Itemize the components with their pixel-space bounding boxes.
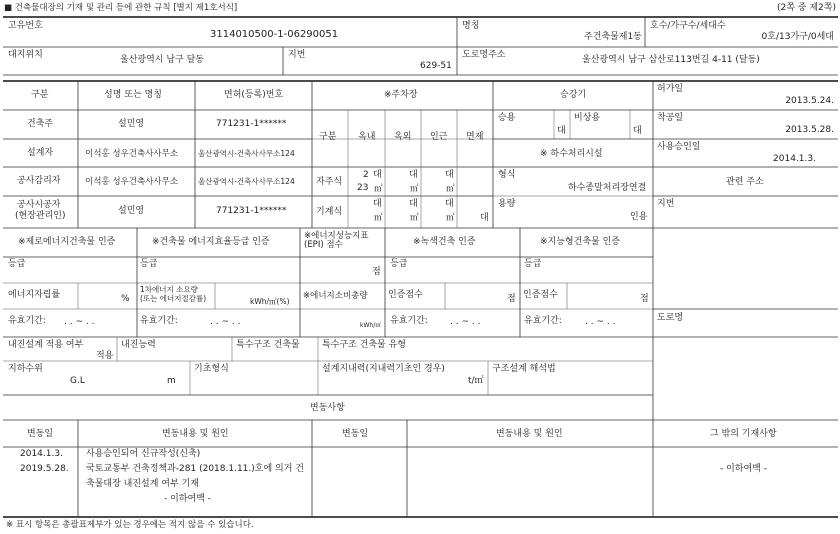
elevator-unit: 대 bbox=[633, 126, 642, 136]
contractor-role: 공사시공자 bbox=[17, 200, 61, 210]
foundation-label: 기초형식 bbox=[194, 364, 229, 374]
approval-date-label: 사용승인일 bbox=[657, 142, 701, 152]
units-value: 0호/13가구/0세대 bbox=[761, 32, 834, 42]
supervisor-license: 울산광역시-건축사사무소124 bbox=[198, 177, 295, 186]
unit-dae: 대 bbox=[445, 170, 454, 180]
epi-score-unit: 점 bbox=[372, 267, 381, 277]
smart-validity-label: 유효기간: bbox=[524, 316, 562, 326]
parking-outdoor-header: 옥외 bbox=[394, 132, 412, 142]
permit-date-label: 허가일 bbox=[657, 84, 684, 94]
parking-title: ※주차장 bbox=[384, 90, 418, 100]
site-value: 울산광역시 남구 달동 bbox=[120, 55, 204, 65]
units-label: 호수/가구수/세대수 bbox=[650, 21, 726, 31]
other-notes-header: 그 밖의 기재사항 bbox=[710, 429, 777, 439]
unit-m2: ㎡ bbox=[410, 213, 419, 223]
elevator-unit: 대 bbox=[557, 126, 566, 136]
changes-title: 변동사항 bbox=[310, 403, 345, 413]
sewage-type-label: 형식 bbox=[498, 170, 516, 180]
change-date-header: 변동일 bbox=[27, 429, 54, 439]
green-score-unit: 점 bbox=[507, 294, 516, 304]
elevator-title: 승강기 bbox=[560, 90, 587, 100]
seismic-capacity-label: 내진능력 bbox=[121, 340, 156, 350]
unit-dae: 대 bbox=[409, 199, 418, 209]
designer-role: 설계자 bbox=[27, 148, 54, 158]
owner-license: 771231-1****** bbox=[216, 119, 287, 129]
unit-m2: ㎡ bbox=[374, 213, 383, 223]
green-validity-range: . . ~ . . bbox=[450, 317, 481, 327]
primary-energy-label: 1차에너지 소요량 bbox=[140, 285, 198, 294]
owner-role: 건축주 bbox=[27, 119, 54, 129]
efficiency-title: ※건축물 에너지효율등급 인증 bbox=[152, 237, 270, 247]
sewage-capacity-unit: 인용 bbox=[630, 212, 648, 222]
change-line-4: - 이하여백 - bbox=[164, 494, 211, 504]
approval-date-value: 2014.1.3. bbox=[773, 154, 816, 164]
unit-m2: ㎡ bbox=[446, 213, 455, 223]
elevator-passenger: 승용 bbox=[498, 113, 516, 123]
seismic-applied-value: 적용 bbox=[96, 351, 114, 361]
site-label: 대지위치 bbox=[8, 50, 43, 60]
smart-grade-label: 등급 bbox=[524, 259, 542, 269]
bearing-unit: t/㎡ bbox=[468, 376, 484, 386]
road-value: 울산광역시 남구 삼산로113번길 4-11 (달동) bbox=[582, 55, 760, 65]
contractor-name: 설민영 bbox=[118, 206, 145, 216]
start-date-value: 2013.5.28. bbox=[785, 125, 834, 135]
zero-validity-range: . . ~ . . bbox=[64, 317, 95, 327]
people-role-header: 구분 bbox=[31, 90, 49, 100]
page-indicator: (2쪽 중 제2쪽) bbox=[777, 3, 836, 13]
unit-m2: ㎡ bbox=[410, 184, 419, 194]
lot-value: 629-51 bbox=[420, 61, 452, 71]
name-label: 명칭 bbox=[462, 21, 480, 31]
unit-dae: 대 bbox=[409, 170, 418, 180]
parking-type-header: 구분 bbox=[319, 132, 337, 142]
groundwater-label: 지하수위 bbox=[8, 364, 43, 374]
zero-grade-label: 등급 bbox=[8, 259, 26, 269]
id-label: 고유번호 bbox=[8, 21, 43, 31]
smart-score-unit: 점 bbox=[640, 294, 649, 304]
consumption-unit: kWh/㎡ bbox=[360, 322, 382, 329]
lot-label: 지번 bbox=[288, 50, 306, 60]
green-cert-score: 인증점수 bbox=[388, 290, 423, 300]
start-date-label: 착공일 bbox=[657, 113, 684, 123]
green-grade-label: 등급 bbox=[390, 259, 408, 269]
people-name-header: 성명 또는 명칭 bbox=[104, 90, 162, 100]
road-label: 도로명주소 bbox=[462, 50, 506, 60]
contractor-license: 771231-1****** bbox=[216, 206, 287, 216]
smart-cert-score: 인증점수 bbox=[523, 290, 558, 300]
smart-title: ※지능형건축물 인증 bbox=[540, 237, 620, 247]
change-date-header-2: 변동일 bbox=[342, 429, 369, 439]
related-lot-label: 지번 bbox=[657, 199, 675, 209]
unit-m2: ㎡ bbox=[374, 184, 383, 194]
change-line-2: 국토교통부 건축정책과-281 (2018.1.11.)호에 의거 건 bbox=[86, 464, 304, 474]
special-structure-label: 특수구조 건축물 bbox=[236, 340, 300, 350]
elevator-emergency: 비상용 bbox=[574, 113, 601, 123]
change-date-1: 2014.1.3. bbox=[20, 449, 63, 459]
change-line-1: 사용승인되어 신규작성(신축) bbox=[86, 449, 201, 459]
sewage-title: ※ 하수처리시설 bbox=[540, 149, 603, 159]
parking-exempt-header: 면제 bbox=[466, 132, 484, 142]
permit-date-value: 2013.5.24. bbox=[785, 96, 834, 106]
bearing-label: 설계지내력(지내력기초인 경우) bbox=[322, 364, 445, 374]
eff-validity-range: . . ~ . . bbox=[210, 317, 241, 327]
eff-validity-label: 유효기간: bbox=[140, 316, 178, 326]
primary-energy-unit: kWh/㎡(%) bbox=[250, 297, 290, 306]
green-validity-label: 유효기간: bbox=[390, 316, 428, 326]
self-rate-label: 에너지자립률 bbox=[8, 290, 61, 300]
supervisor-name: 이석홍 성우건축사사무소 bbox=[85, 177, 179, 187]
name-value: 주건축물제1동 bbox=[584, 32, 642, 42]
id-value: 3114010500-1-06290051 bbox=[210, 29, 339, 40]
form-title: ■ 건축물대장의 기재 및 관리 등에 관한 규칙 [별지 제1호서식] bbox=[4, 3, 238, 13]
zero-energy-title: ※제로에너지건축물 인증 bbox=[18, 237, 116, 247]
smart-validity-range: . . ~ . . bbox=[585, 317, 616, 327]
parking-self-label: 자주식 bbox=[316, 177, 343, 187]
related-address-title: 관련 주소 bbox=[726, 177, 764, 187]
other-notes-value: - 이하여백 - bbox=[720, 464, 767, 474]
unit-dae: 대 bbox=[445, 199, 454, 209]
change-date-2: 2019.5.28. bbox=[20, 464, 69, 474]
parking-mech-label: 기계식 bbox=[316, 207, 343, 217]
change-content-header-2: 변동내용 및 원인 bbox=[496, 429, 563, 439]
change-content-header: 변동내용 및 원인 bbox=[162, 429, 229, 439]
people-license-header: 면허(등록)번호 bbox=[224, 90, 284, 100]
unit-dae: 대 bbox=[373, 170, 382, 180]
unit-dae: 대 bbox=[373, 199, 382, 209]
self-indoor-count: 2 bbox=[363, 170, 369, 180]
groundwater-unit: m bbox=[167, 376, 176, 386]
seismic-applied-label: 내진설계 적용 여부 bbox=[8, 340, 84, 350]
contractor-role2: (현장관리인) bbox=[15, 211, 66, 221]
designer-name: 이석홍 성우건축사사무소 bbox=[85, 149, 179, 159]
change-line-3: 축물대장 내진설계 여부 기재 bbox=[86, 479, 199, 489]
epi-title: ※에너지성능지표(EPI) 점수 bbox=[304, 231, 369, 251]
footnote: ※ 표시 항목은 총괄표제부가 있는 경우에는 적지 않을 수 있습니다. bbox=[6, 520, 254, 530]
groundwater-gl: G.L bbox=[70, 376, 85, 386]
eff-grade-label: 등급 bbox=[140, 259, 158, 269]
sewage-capacity-label: 용량 bbox=[498, 199, 516, 209]
owner-name: 설민영 bbox=[118, 119, 145, 129]
consumption-label: ※에너지소비총량 bbox=[303, 291, 368, 301]
unit-m2: ㎡ bbox=[446, 184, 455, 194]
green-title: ※녹색건축 인증 bbox=[413, 237, 476, 247]
sewage-type-value: 하수종말처리장연결 bbox=[568, 183, 647, 193]
parking-indoor-header: 옥내 bbox=[358, 132, 376, 142]
parking-near-header: 인근 bbox=[430, 132, 448, 142]
self-rate-unit: % bbox=[121, 294, 130, 304]
supervisor-role: 공사감리자 bbox=[17, 176, 61, 186]
self-indoor-area: 23 bbox=[357, 183, 369, 193]
zero-validity-label: 유효기간: bbox=[8, 316, 46, 326]
unit-dae: 대 bbox=[480, 213, 489, 223]
analysis-label: 구조설계 해석법 bbox=[492, 364, 556, 374]
primary-energy-label2: (또는 에너지절감률) bbox=[140, 294, 207, 303]
designer-license: 울산광역시-건축사사무소124 bbox=[198, 149, 295, 158]
special-type-label: 특수구조 건축물 유형 bbox=[322, 340, 406, 350]
related-road-label: 도로명 bbox=[657, 313, 684, 323]
